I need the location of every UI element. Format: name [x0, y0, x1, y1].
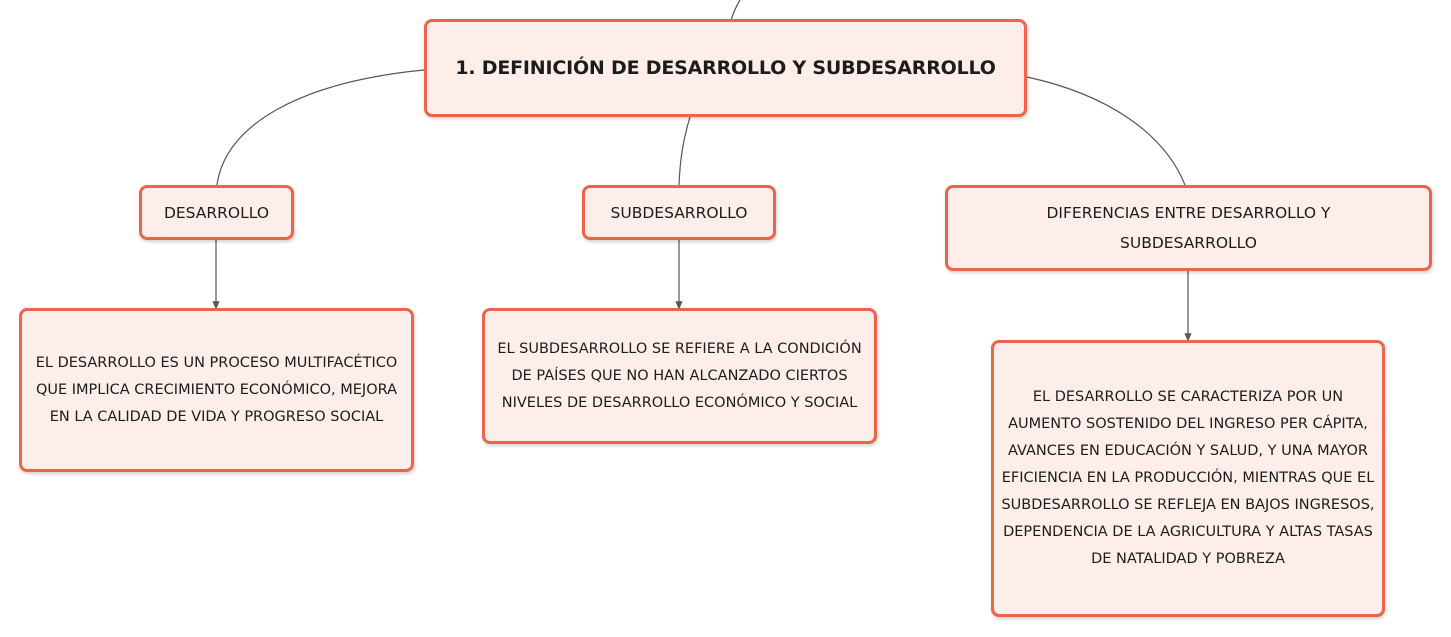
topic-label-subdesarrollo: SUBDESARROLLO	[610, 203, 748, 222]
detail-node-desarrollo[interactable]	[19, 308, 414, 472]
detail-node-diferencias[interactable]	[991, 340, 1385, 617]
topic-node-desarrollo[interactable]	[139, 185, 294, 240]
detail-text-desarrollo: EL DESARROLLO ES UN PROCESO MULTIFACÉTICO QUE IMPLICA CRECIMIENTO ECONÓMICO, MEJORA EN LA CALIDAD DE VIDA Y PROGRESO SOCIAL	[35, 354, 398, 425]
connector-root-to-diferencias	[1027, 77, 1185, 185]
connector-root-to-subdesarrollo	[679, 117, 690, 185]
root-topic-label: 1. DEFINICIÓN DE DESARROLLO Y SUBDESARROLLO	[455, 57, 996, 79]
connector-root-to-desarrollo	[217, 70, 424, 185]
detail-node-subdesarrollo[interactable]	[482, 308, 877, 444]
detail-text-diferencias: EL DESARROLLO SE CARACTERIZA POR UN AUMENTO SOSTENIDO DEL INGRESO PER CÁPITA, AVANCES EN EDUCACIÓN Y SALUD, Y UNA MAYOR EFICIENCIA EN LA PRODUCCIÓN, MIENTRAS QUE EL SUBDESARROLLO SE REFLEJA EN BAJOS INGRESOS, DEPENDENCIA DE LA AGRICULTURA Y ALTAS TASAS DE NATALIDAD Y POBREZA	[1001, 389, 1375, 567]
topic-node-subdesarrollo[interactable]	[582, 185, 776, 240]
topic-label-desarrollo: DESARROLLO	[163, 203, 270, 222]
detail-text-subdesarrollo: EL SUBDESARROLLO SE REFIERE A LA CONDICIÓN DE PAÍSES QUE NO HAN ALCANZADO CIERTOS NIVELES DE DESARROLLO ECONÓMICO Y SOCIAL	[497, 340, 862, 411]
topic-node-diferencias[interactable]	[945, 185, 1432, 271]
connector-parent-to-root	[731, 0, 740, 20]
topic-label-diferencias: DIFERENCIAS ENTRE DESARROLLO Y SUBDESARROLLO	[1046, 204, 1331, 252]
root-topic-node[interactable]	[424, 19, 1027, 117]
